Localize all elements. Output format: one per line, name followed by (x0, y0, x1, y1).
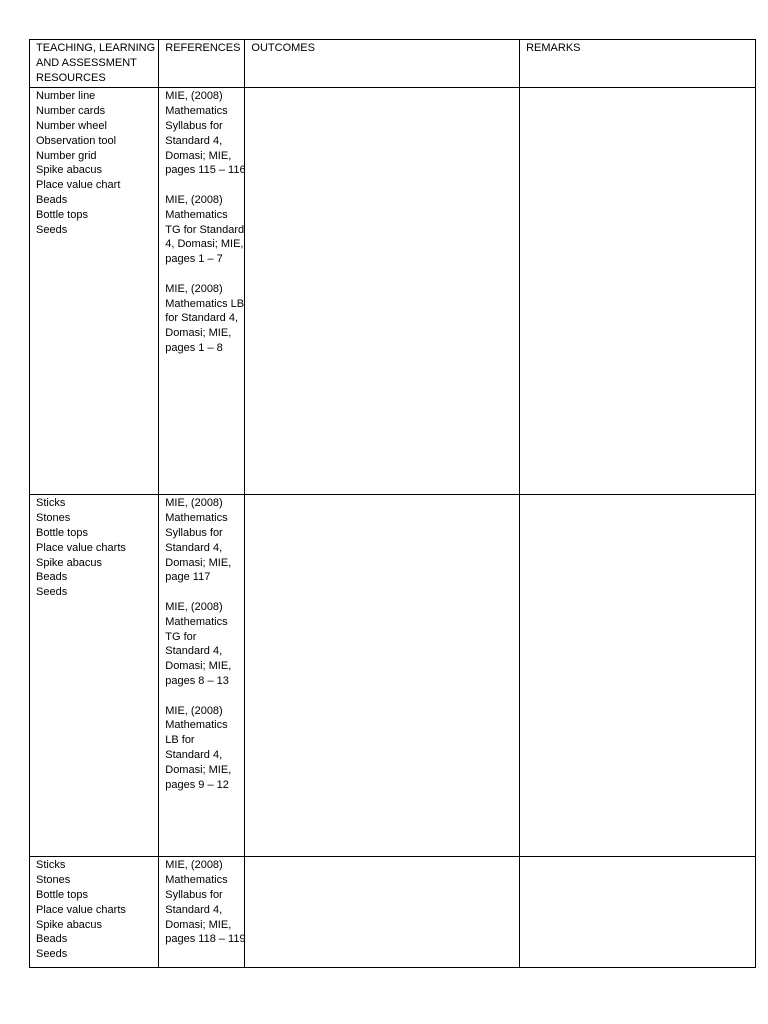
resource-item: Beads (36, 571, 68, 584)
reference-line: LB for (165, 734, 195, 747)
resource-item: Spike abacus (36, 918, 103, 931)
resources-cell (30, 88, 159, 495)
table-header-row (30, 40, 756, 88)
outcomes-cell (245, 495, 520, 857)
header-references: REFERENCES (159, 40, 245, 88)
remarks-cell (520, 495, 756, 857)
resource-item: Bottle tops (36, 208, 88, 221)
reference-line: page 117 (165, 571, 211, 584)
reference-line: Standard 4, (165, 748, 223, 761)
reference-line: Mathematics LB (165, 297, 245, 310)
reference-line: Mathematics (165, 105, 228, 118)
reference-line: 4, Domasi; MIE, (165, 238, 244, 251)
reference-line: MIE, (2008) (165, 497, 223, 510)
reference-line: Mathematics (165, 512, 228, 525)
resource-item: Sticks (36, 497, 66, 510)
reference-line: MIE, (2008) (165, 859, 223, 872)
header-remarks: REMARKS (520, 40, 756, 88)
reference-line: Mathematics (165, 615, 228, 628)
resource-item: Stones (36, 874, 71, 887)
scheme-of-work-table (29, 39, 756, 968)
reference-entry (165, 600, 238, 689)
resource-item: Observation tool (36, 134, 117, 147)
reference-line: Syllabus for (165, 888, 223, 901)
reference-line: MIE, (2008) (165, 193, 223, 206)
reference-line: Domasi; MIE, (165, 660, 232, 673)
reference-entry (165, 282, 245, 356)
reference-line: MIE, (2008) (165, 90, 223, 103)
reference-entry (165, 858, 246, 947)
reference-line: pages 1 – 8 (165, 341, 223, 354)
reference-line: MIE, (2008) (165, 704, 223, 717)
reference-line: Syllabus for (165, 119, 223, 132)
resource-item: Number grid (36, 149, 97, 162)
references-cell (159, 857, 245, 968)
header-resources-line: RESOURCES (36, 71, 106, 84)
reference-line: Domasi; MIE, (165, 327, 232, 340)
resource-item: Place value charts (36, 903, 126, 916)
resource-item: Number line (36, 90, 96, 103)
header-resources (30, 40, 159, 88)
outcomes-cell (245, 88, 520, 495)
outcomes-cell (245, 857, 520, 968)
resources-cell (30, 495, 159, 857)
resource-item: Seeds (36, 948, 68, 961)
header-resources-line: AND ASSESSMENT (36, 56, 137, 69)
resource-item: Spike abacus (36, 164, 103, 177)
reference-line: Standard 4, (165, 541, 223, 554)
reference-line: Syllabus for (165, 526, 223, 539)
resource-item: Place value charts (36, 541, 126, 554)
resource-item: Bottle tops (36, 526, 88, 539)
references-cell (159, 495, 245, 857)
reference-line: Mathematics (165, 874, 228, 887)
table-row (30, 857, 756, 968)
reference-line: Domasi; MIE, (165, 918, 232, 931)
reference-line: pages 118 – 119 (165, 933, 246, 946)
header-resources-line: TEACHING, LEARNING (36, 42, 156, 54)
reference-line: pages 9 – 12 (165, 778, 229, 791)
resource-item: Beads (36, 933, 68, 946)
reference-line: MIE, (2008) (165, 282, 223, 295)
reference-entry (165, 193, 245, 267)
references-cell (159, 88, 245, 495)
header-outcomes: OUTCOMES (245, 40, 520, 88)
resource-item: Sticks (36, 859, 66, 872)
table-row (30, 88, 756, 495)
resource-item: Spike abacus (36, 556, 103, 569)
reference-line: Mathematics (165, 719, 228, 732)
reference-line: TG for (165, 630, 197, 643)
reference-line: TG for Standard (165, 223, 245, 236)
reference-line: for Standard 4, (165, 312, 239, 325)
reference-line: Standard 4, (165, 903, 223, 916)
reference-line: pages 8 – 13 (165, 674, 229, 687)
resource-item: Bottle tops (36, 888, 88, 901)
table-row (30, 495, 756, 857)
resource-item: Stones (36, 512, 71, 525)
resource-item: Seeds (36, 586, 68, 599)
remarks-cell (520, 88, 756, 495)
reference-entry (165, 89, 246, 178)
reference-line: pages 115 – 116 (165, 164, 246, 177)
reference-line: Mathematics (165, 208, 228, 221)
reference-line: Domasi; MIE, (165, 763, 232, 776)
resource-item: Number wheel (36, 119, 107, 132)
reference-line: Domasi; MIE, (165, 149, 232, 162)
reference-line: MIE, (2008) (165, 600, 223, 613)
reference-line: pages 1 – 7 (165, 253, 223, 266)
reference-entry (165, 704, 238, 793)
resource-item: Beads (36, 193, 68, 206)
resource-item: Place value chart (36, 179, 121, 192)
reference-line: Standard 4, (165, 134, 223, 147)
reference-entry (165, 496, 238, 585)
reference-line: Domasi; MIE, (165, 556, 232, 569)
reference-line: Standard 4, (165, 645, 223, 658)
resource-item: Number cards (36, 105, 106, 118)
resource-item: Seeds (36, 223, 68, 236)
remarks-cell (520, 857, 756, 968)
resources-cell (30, 857, 159, 968)
